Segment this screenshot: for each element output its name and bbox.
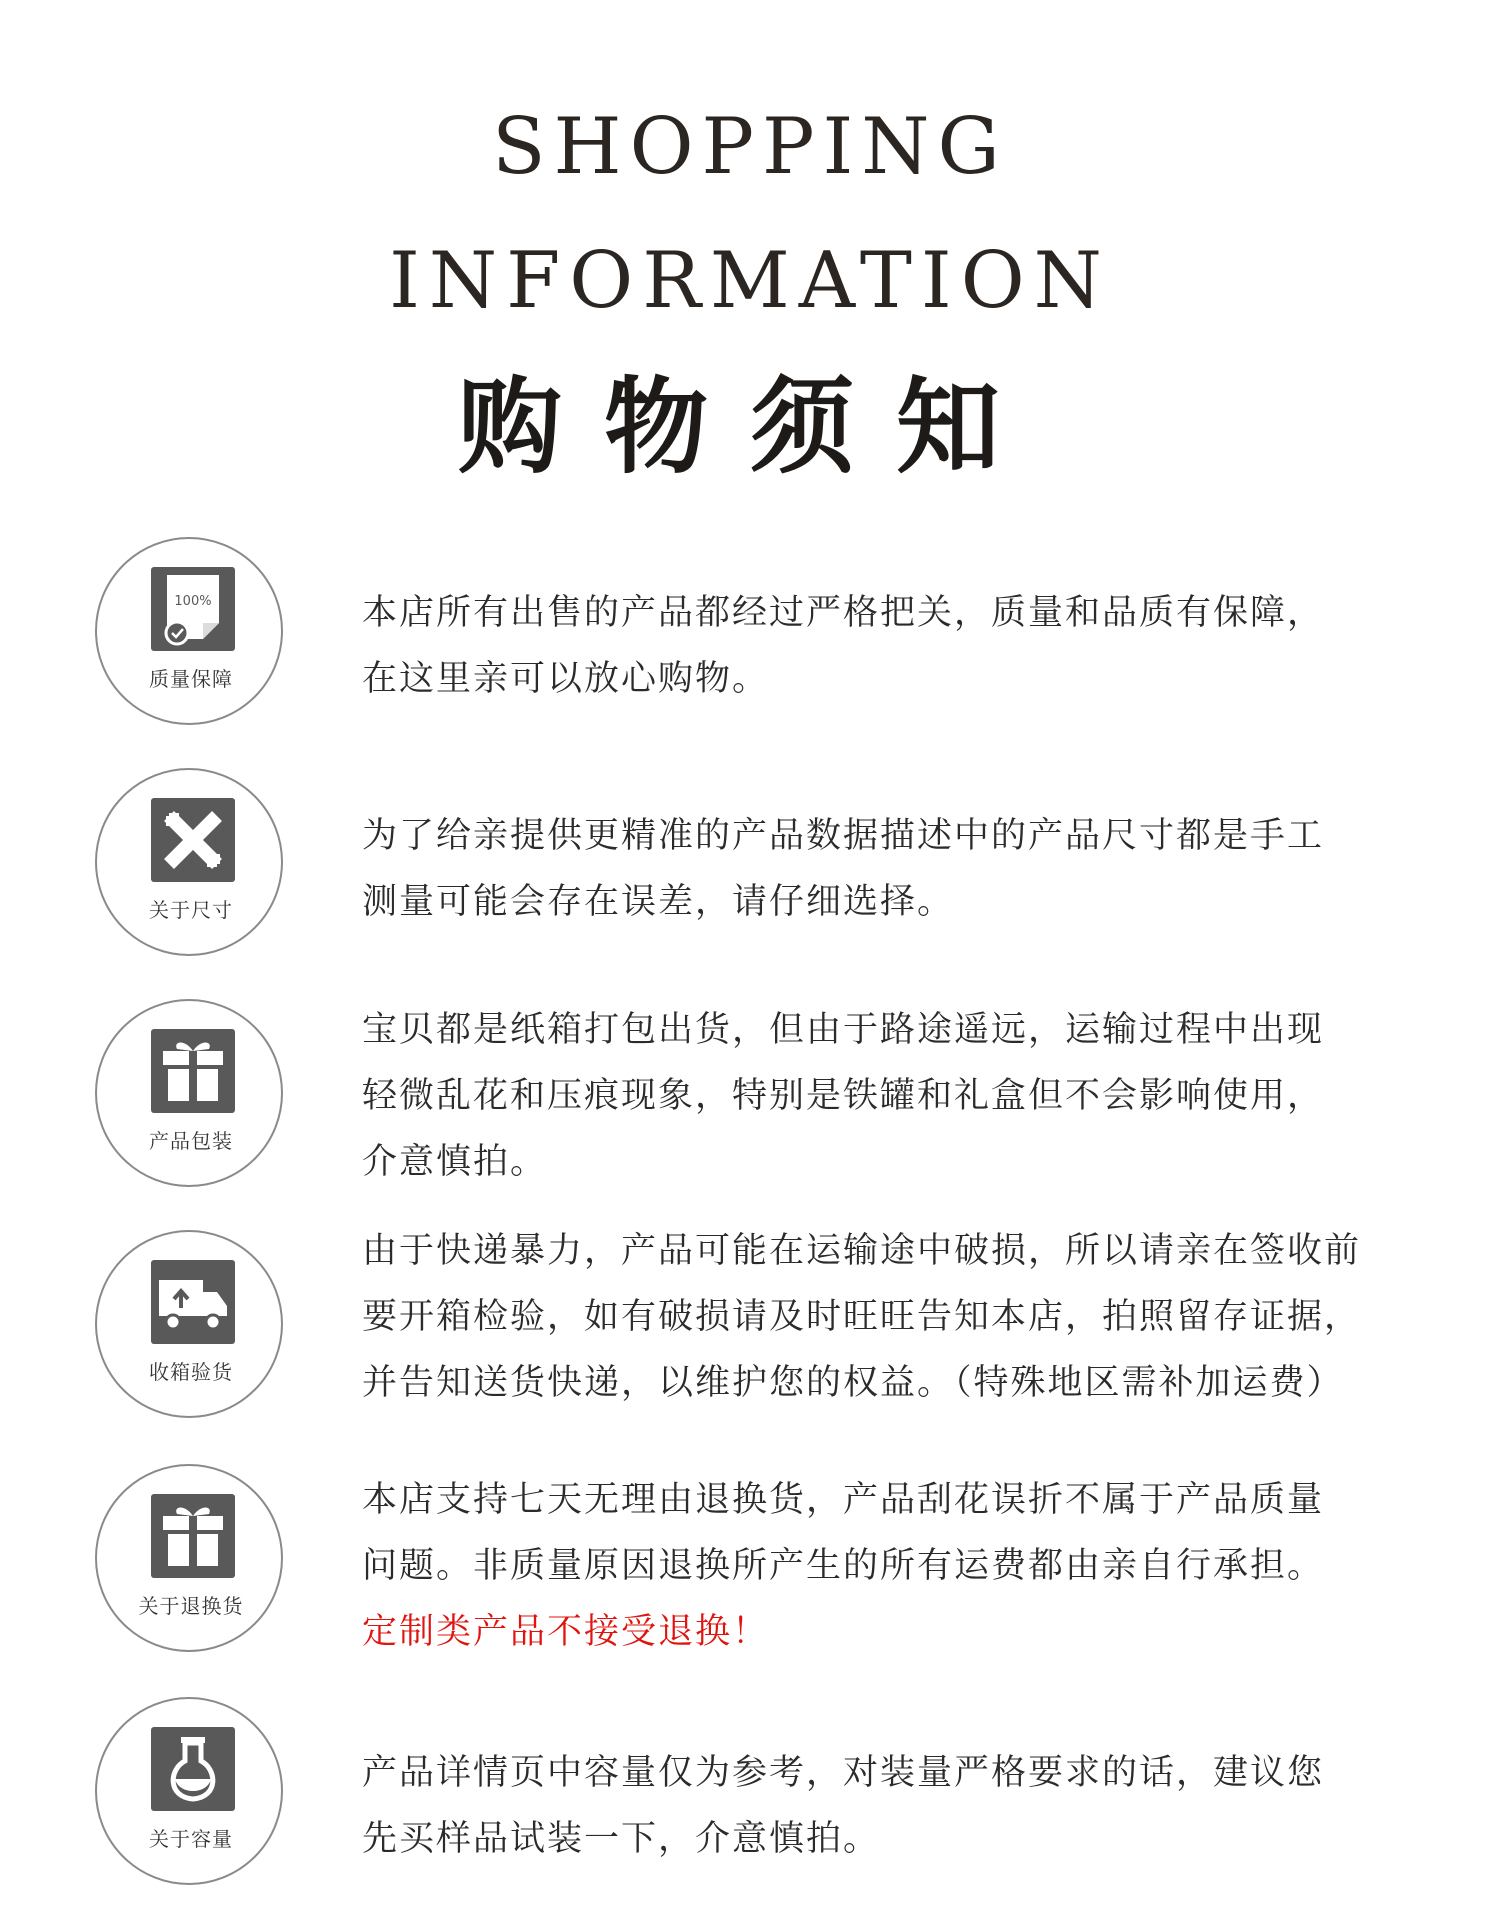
title-information: INFORMATION <box>389 236 1111 326</box>
title-chinese: 购物须知 <box>457 365 1042 488</box>
flask-icon <box>151 1727 235 1811</box>
label-quality: 质量保障 <box>149 667 233 691</box>
returns-warning: 定制类产品不接受退换！ <box>362 1612 770 1652</box>
icon-badge-packaging <box>95 999 283 1187</box>
size-cross-icon <box>151 798 235 882</box>
label-capacity: 关于容量 <box>149 1827 233 1851</box>
certificate-text: 100% <box>174 594 212 609</box>
text-inspection: 由于快递暴力，产品可能在运输途中破损，所以请亲在签收前 要开箱检验，如有破损请及时旺旺告知本店，拍照留存证据， 并告知送货快递，以维护您的权益。（特殊地区需补加运费） <box>362 1231 1362 1403</box>
icon-badge-quality <box>95 537 283 725</box>
label-size: 关于尺寸 <box>149 898 233 922</box>
label-inspection: 收箱验货 <box>149 1360 233 1384</box>
label-packaging: 产品包装 <box>149 1129 233 1153</box>
text-size: 为了给亲提供更精准的产品数据描述中的产品尺寸都是手工 测量可能会存在误差，请仔细选择。 <box>362 816 1325 922</box>
quality-certificate-icon <box>151 567 235 651</box>
icon-badge-returns <box>95 1464 283 1652</box>
icon-badge-size <box>95 768 283 956</box>
gift-box-icon <box>151 1029 235 1113</box>
text-capacity: 产品详情页中容量仅为参考，对装量严格要求的话，建议您 先买样品试装一下，介意慎拍。 <box>362 1753 1325 1859</box>
text-returns: 本店支持七天无理由退换货，产品刮花误折不属于产品质量 问题。非质量原因退换所产生的所有运费都由亲自行承担。 定制类产品不接受退换！ <box>362 1467 1412 1665</box>
icon-badge-inspection <box>95 1230 283 1418</box>
label-returns: 关于退换货 <box>138 1594 244 1618</box>
gift-box-icon <box>151 1494 235 1578</box>
text-packaging: 宝贝都是纸箱打包出货，但由于路途遥远，运输过程中出现 轻微乱花和压痕现象，特别是铁罐和礼盒但不会影响使用， 介意慎拍。 <box>362 1010 1325 1182</box>
delivery-truck-icon <box>151 1260 235 1344</box>
title-shopping: SHOPPING <box>492 102 1008 192</box>
icon-badge-capacity <box>95 1697 283 1885</box>
text-quality: 本店所有出售的产品都经过严格把关，质量和品质有保障， 在这里亲可以放心购物。 <box>362 593 1325 699</box>
